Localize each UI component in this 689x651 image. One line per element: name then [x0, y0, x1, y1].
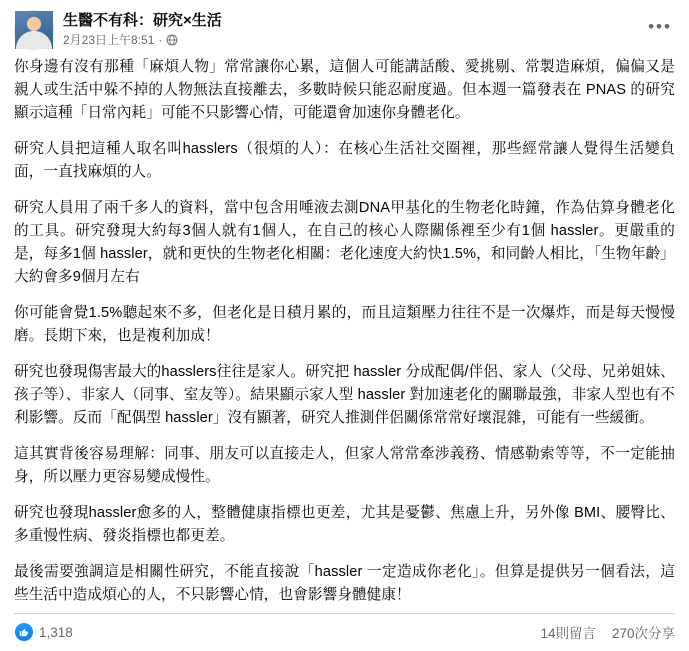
globe-icon[interactable] [166, 34, 178, 46]
post-paragraph: 研究也發現hassler愈多的人，整體健康指標也更差，尤其是憂鬱、焦慮上升，另外像 BMI、腰臀比、多重慢性病、發炎指標也都更差。 [14, 505, 675, 544]
more-options-icon[interactable] [645, 12, 675, 42]
post-footer [0, 613, 689, 651]
post-paragraph: 這其實背後容易理解：同事、朋友可以直接走人，但家人常常牽涉義務、情感勒索等等，不一定能抽身，所以壓力更容易變成慢性。 [14, 446, 675, 485]
like-icon [14, 622, 34, 642]
post-paragraph: 你身邊有沒有那種「麻煩人物」常常讓你心累，這個人可能講話酸、愛挑剔、常製造麻煩，偏偏又是親人或生活中躲不掉的人物無法直接離去，多數時候只能忍耐度過。但本週一篇發表在 PNAS 的研究顯示這種「日常內耗」可能不只影響心情，可能還會加速你身體老化。 [14, 59, 675, 121]
post-stats [14, 614, 675, 651]
post-timestamp[interactable]: 2月23日上午8:51 [63, 33, 155, 47]
post-author-name[interactable]: 生醫不有科：研究×生活 [63, 12, 222, 29]
meta-separator: · [158, 33, 163, 47]
post-paragraph: 研究人員用了兩千多人的資料，當中包含用唾液去測DNA甲基化的生物老化時鐘，作為估算身體老化的工具。研究發現大約每3個人就有1個人，在自己的核心人際關係裡至少有1個 hassler。更嚴重的是，每多1個 hassler，就和更快的生物老化相關：老化速度大約快1.5%，和同齡人相比，「生物年齡」大約會多9個月左右 [14, 200, 675, 285]
post-paragraph: 研究也發現傷害最大的hasslers往往是家人。研究把 hassler 分成配偶/伴侶、家人（父母、兄弟姐妹、孩子等）、非家人（同事、室友等）。結果顯示家人型 hassler 對加速老化的關聯最強，非家人型也有不利影響。反而「配偶型 hassler」沒有顯著，研究人推測伴侶關係常常好壞混雜，可能有一些緩衝。 [14, 364, 675, 426]
post-header-text [63, 10, 645, 48]
post-paragraph: 研究人員把這種人取名叫hasslers（很煩的人）：在核心生活社交圈裡，那些經常讓人覺得生活變負面，一直找麻煩的人。 [14, 141, 675, 180]
post-paragraph: 最後需要強調這是相關性研究，不能直接說「hassler 一定造成你老化」。但算是提供另一個看法，這些生活中造成煩心的人，不只影響心情，也會影響身體健康！ [14, 564, 675, 603]
reaction-summary[interactable] [14, 622, 73, 642]
post-paragraph: 你可能會覺1.5%聽起來不多，但老化是日積月累的，而且這類壓力往往不是一次爆炸，而是每天慢慢磨。長期下來，也是複利加成！ [14, 305, 675, 344]
post-meta [63, 32, 645, 48]
post-body [0, 54, 689, 613]
like-count: 1,318 [39, 624, 73, 640]
comment-count[interactable]: 14則留言 [540, 626, 596, 641]
more-options-dots: ••• [648, 17, 672, 36]
avatar-image [15, 11, 53, 49]
avatar[interactable] [14, 10, 54, 50]
share-count[interactable]: 270次分享 [611, 626, 675, 641]
engagement-counts [540, 622, 675, 642]
post-header [0, 0, 689, 54]
